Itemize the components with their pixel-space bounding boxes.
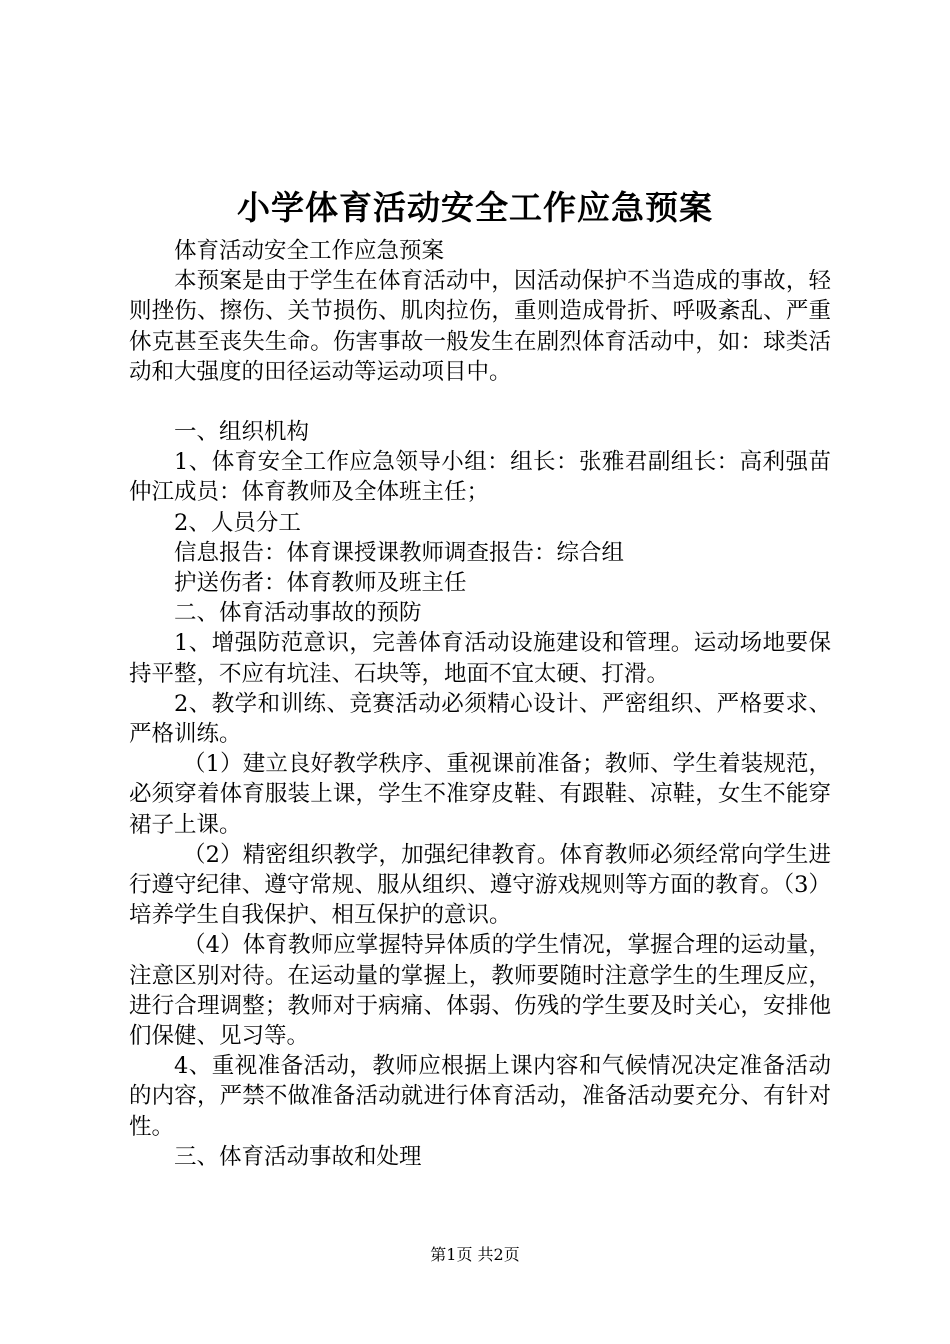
paragraph-info-report: 信息报告：体育课授课教师调查报告：综合组: [174, 539, 625, 566]
document-body: [129, 236, 831, 1172]
paragraph-staff-division: 2、人员分工: [174, 509, 301, 536]
paragraph-prevention-2-4: （4）体育教师应掌握特异体质的学生情况，掌握合理的运动量，注意区别对待。在运动量的掌握上，教师要随时注意学生的生理反应，进行合理调整；教师对于病痛、体弱、伤残的学生要及时关心，安排他们保健、见习等。: [129, 932, 831, 1050]
heading-organization: 一、组织机构: [174, 419, 310, 446]
page-number-footer: 第1页 共2页: [430, 1245, 520, 1264]
paragraph-intro: 本预案是由于学生在体育活动中，因活动保护不当造成的事故，轻则挫伤、擦伤、关节损伤、肌肉拉伤，重则造成骨折、呼吸紊乱、严重休克甚至丧失生命。伤害事故一般发生在剧烈体育活动中，如：球类活动和大强度的田径运动等运动项目中。: [129, 268, 831, 385]
paragraph-prevention-2: 2、教学和训练、竞赛活动必须精心设计、严密组织、严格要求、严格训练。: [129, 690, 831, 748]
paragraph-escort-injured: 护送伤者：体育教师及班主任: [174, 570, 467, 597]
heading-handling: 三、体育活动事故和处理: [174, 1143, 422, 1170]
paragraph-subtitle: 体育活动安全工作应急预案: [174, 238, 445, 264]
document-title: 小学体育活动安全工作应急预案: [237, 188, 713, 227]
heading-prevention: 二、体育活动事故的预防: [174, 600, 422, 627]
paragraph-prevention-2-2: （2）精密组织教学，加强纪律教育。体育教师必须经常向学生进行遵守纪律、遵守常规、服从组织、遵守游戏规则等方面的教育。（3）培养学生自我保护、相互保护的意识。: [129, 841, 831, 929]
paragraph-prevention-2-1: （1）建立良好教学秩序、重视课前准备；教师、学生着装规范，必须穿着体育服装上课，学生不准穿皮鞋、有跟鞋、凉鞋，女生不能穿裙子上课。: [129, 751, 831, 838]
paragraph-prevention-1: 1、增强防范意识，完善体育活动设施建设和管理。运动场地要保持平整，不应有坑洼、石块等，地面不宜太硬、打滑。: [129, 630, 831, 687]
paragraph-leadership-group: 1、体育安全工作应急领导小组：组长：张雅君副组长：高利强苗仲江成员：体育教师及全体班主任；: [129, 449, 831, 506]
paragraph-prevention-4: 4、重视准备活动，教师应根据上课内容和气候情况决定准备活动的内容，严禁不做准备活动就进行体育活动，准备活动要充分、有针对性。: [129, 1053, 831, 1140]
